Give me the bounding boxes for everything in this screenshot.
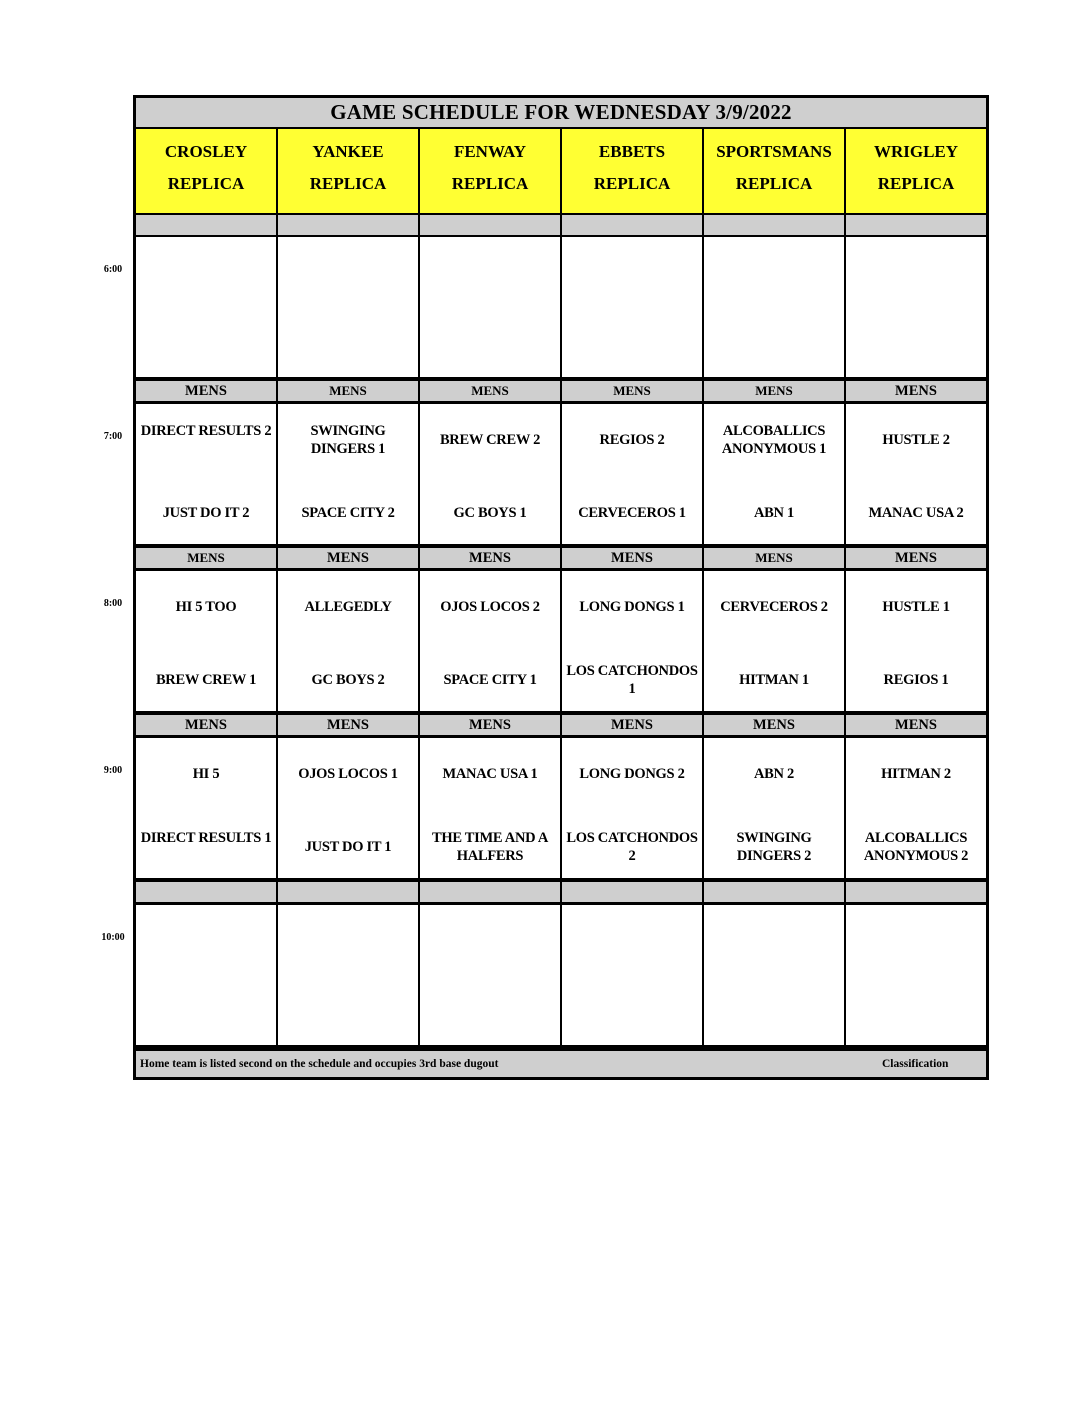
field-header [136,129,276,213]
division-label: MENS [420,715,560,735]
game-cell [846,404,986,544]
away-team: LONG DONGS 1 [579,599,685,615]
field-header [562,129,702,213]
field-type: REPLICA [451,174,529,193]
division-label: MENS [846,381,986,401]
time-label: 6:00 [103,264,123,275]
time-label: 10:00 [101,932,125,943]
game-cell [420,905,560,1045]
field-type: REPLICA [593,174,671,193]
game-cell [846,905,986,1045]
division-label [846,215,986,235]
game-cell [278,571,418,711]
division-label [562,882,702,902]
division-label: MENS [278,381,418,401]
away-team: HI 5 TOO [175,599,237,615]
away-team: ALCOBALLICS ANONYMOUS 1 [721,423,827,457]
schedule-title: GAME SCHEDULE FOR WEDNESDAY 3/9/2022 [136,98,986,129]
division-label: MENS [562,548,702,568]
home-team: REGIOS 1 [883,672,949,688]
footer-classification: Classification [882,1058,949,1070]
home-team: LOS CATCHONDOS 2 [566,830,698,864]
field-header [278,129,418,213]
game-cell [562,237,702,377]
home-team: CERVECEROS 1 [578,505,686,521]
away-team: DIRECT RESULTS 2 [140,423,272,439]
field-name: WRIGLEY [873,142,959,161]
home-team: THE TIME AND A HALFERS [432,830,548,864]
division-label [136,215,276,235]
game-cell [846,571,986,711]
game-cell [136,905,276,1045]
field-type: REPLICA [877,174,955,193]
division-label: MENS [704,548,844,568]
field-name: FENWAY [453,142,527,161]
division-label [846,882,986,902]
game-cell [562,738,702,878]
game-cell [136,404,276,544]
game-cell [278,237,418,377]
division-label [704,215,844,235]
schedule-table [133,95,989,1080]
division-label: MENS [562,381,702,401]
time-label: 8:00 [103,598,123,609]
division-label: MENS [562,715,702,735]
game-cell [420,404,560,544]
away-team: ALLEGEDLY [304,599,392,615]
game-cell [704,738,844,878]
division-label: MENS [704,715,844,735]
game-cell [704,237,844,377]
away-team: SWINGING DINGERS 1 [310,423,386,457]
game-cell [420,571,560,711]
game-cell [278,905,418,1045]
game-cell [136,237,276,377]
division-label: MENS [846,548,986,568]
away-team: MANAC USA 1 [442,766,538,782]
away-team: HI 5 [192,766,220,782]
game-cell [420,738,560,878]
division-label [136,882,276,902]
home-team: DIRECT RESULTS 1 [140,830,272,846]
game-cell [562,905,702,1045]
home-team: SPACE CITY 2 [301,505,395,521]
field-name: EBBETS [598,142,666,161]
home-team: ABN 1 [754,505,794,521]
away-team: CERVECEROS 2 [720,599,828,615]
game-cell [704,571,844,711]
away-team: HUSTLE 2 [882,432,950,448]
division-label: MENS [704,381,844,401]
game-cell [846,237,986,377]
field-type: REPLICA [309,174,387,193]
schedule-footer [136,1050,986,1077]
away-team: ABN 2 [754,766,794,782]
home-team: JUST DO IT 2 [162,505,250,521]
division-label: MENS [136,715,276,735]
division-label [278,882,418,902]
home-team: JUST DO IT 1 [304,839,392,855]
game-cell [562,404,702,544]
division-label: MENS [136,381,276,401]
division-label [562,215,702,235]
home-team: GC BOYS 2 [311,672,385,688]
division-label: MENS [278,548,418,568]
field-type: REPLICA [735,174,813,193]
game-cell [704,404,844,544]
field-name: CROSLEY [164,142,248,161]
home-team: GC BOYS 1 [453,505,527,521]
field-type: REPLICA [167,174,245,193]
game-cell [846,738,986,878]
home-team: BREW CREW 1 [155,672,257,688]
division-label: MENS [420,381,560,401]
field-name: YANKEE [312,142,384,161]
game-cell [136,738,276,878]
game-cell [278,404,418,544]
home-team: MANAC USA 2 [868,505,964,521]
division-label: MENS [136,548,276,568]
home-team: ALCOBALLICS ANONYMOUS 2 [863,830,969,864]
away-team: HITMAN 2 [881,766,951,782]
division-label [420,215,560,235]
game-cell [704,905,844,1045]
away-team: HUSTLE 1 [882,599,950,615]
game-cell [278,738,418,878]
home-team: SPACE CITY 1 [443,672,537,688]
division-label: MENS [278,715,418,735]
away-team: REGIOS 2 [599,432,665,448]
time-label: 9:00 [103,765,123,776]
division-label [278,215,418,235]
away-team: LONG DONGS 2 [579,766,685,782]
game-cell [420,237,560,377]
home-team: HITMAN 1 [739,672,809,688]
home-team: LOS CATCHONDOS 1 [566,663,698,697]
field-header [704,129,844,213]
division-label [420,882,560,902]
footer-note: Home team is listed second on the schedule and occupies 3rd base dugout [140,1058,499,1070]
home-team: SWINGING DINGERS 2 [736,830,812,864]
away-team: OJOS LOCOS 2 [440,599,540,615]
field-name: SPORTSMANS [716,142,832,161]
away-team: OJOS LOCOS 1 [298,766,398,782]
time-label: 7:00 [103,431,123,442]
field-header [420,129,560,213]
away-team: BREW CREW 2 [439,432,541,448]
division-label [704,882,844,902]
game-cell [562,571,702,711]
division-label: MENS [846,715,986,735]
game-cell [136,571,276,711]
field-header [846,129,986,213]
division-label: MENS [420,548,560,568]
